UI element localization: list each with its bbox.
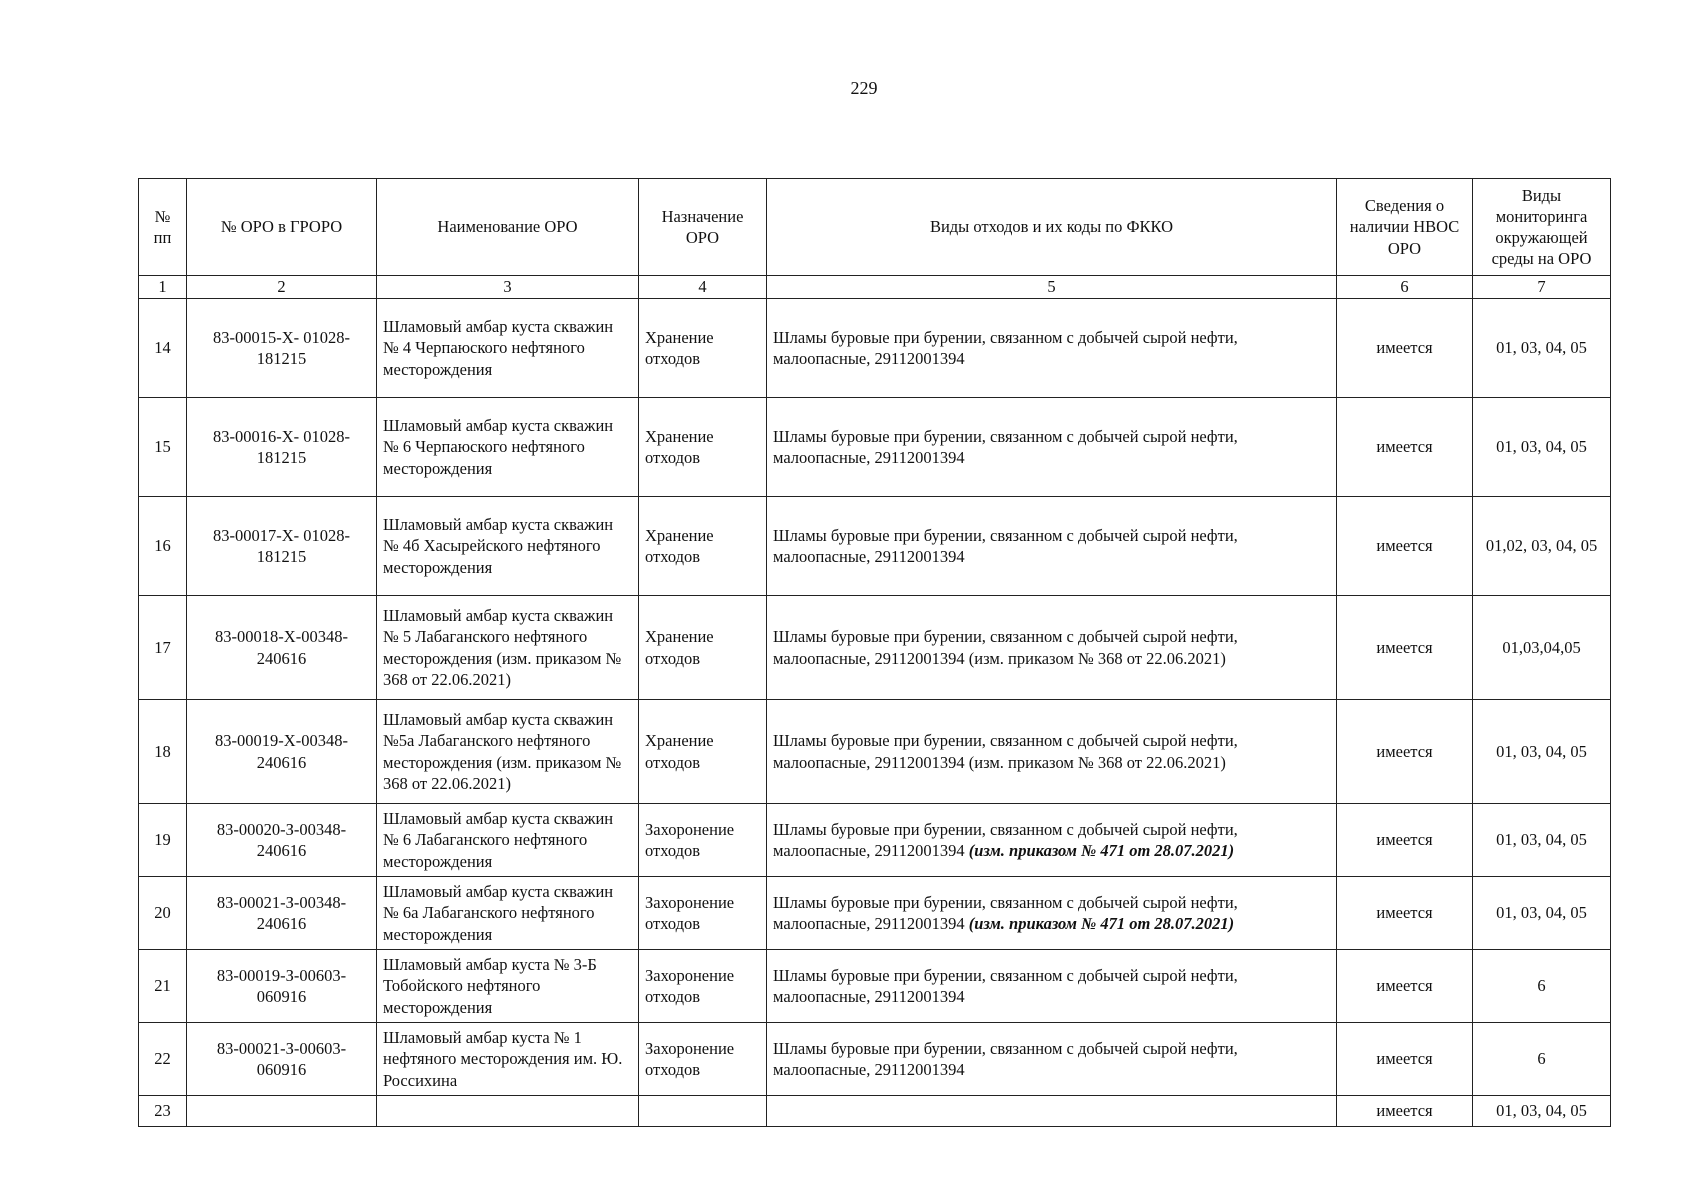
oro-name: Шламовый амбар куста № 1 нефтяного месторождения им. Ю. Россихина [377, 1023, 639, 1096]
row-number: 15 [139, 398, 187, 497]
nvos-status: имеется [1337, 700, 1473, 804]
monitoring-types: 01, 03, 04, 05 [1473, 804, 1611, 877]
oro-code: 83-00021-З-00348-240616 [187, 877, 377, 950]
column-number: 1 [139, 276, 187, 299]
nvos-status: имеется [1337, 877, 1473, 950]
oro-code: 83-00021-З-00603-060916 [187, 1023, 377, 1096]
header-cell: Виды отходов и их коды по ФККО [767, 179, 1337, 276]
oro-purpose: Хранение отходов [639, 596, 767, 700]
waste-text: Шламы буровые при бурении, связанном с добычей сырой нефти, малоопасные, 29112001394 (изм. приказом № 368 от 22.06.2021) [773, 731, 1238, 772]
column-number: 7 [1473, 276, 1611, 299]
oro-name: Шламовый амбар куста скважин № 6 Черпаюского нефтяного месторождения [377, 398, 639, 497]
waste-types [767, 950, 1337, 1023]
oro-purpose: Захоронение отходов [639, 877, 767, 950]
oro-name [377, 1096, 639, 1127]
oro-code [187, 1096, 377, 1127]
monitoring-types: 01, 03, 04, 05 [1473, 398, 1611, 497]
page-number: 229 [850, 78, 878, 98]
waste-types [767, 497, 1337, 596]
waste-text: Шламы буровые при бурении, связанном с добычей сырой нефти, малоопасные, 29112001394 [773, 1038, 1238, 1079]
waste-text: Шламы буровые при бурении, связанном с добычей сырой нефти, малоопасные, 29112001394 [773, 965, 1238, 1006]
row-number: 23 [139, 1096, 187, 1127]
column-number-row [139, 276, 1611, 299]
waste-types [767, 596, 1337, 700]
monitoring-types: 01, 03, 04, 05 [1473, 877, 1611, 950]
waste-text: Шламы буровые при бурении, связанном с добычей сырой нефти, малоопасные, 29112001394 [773, 819, 1238, 860]
oro-purpose: Захоронение отходов [639, 1023, 767, 1096]
waste-text: Шламы буровые при бурении, связанном с добычей сырой нефти, малоопасные, 29112001394 [773, 892, 1238, 933]
oro-purpose: Хранение отходов [639, 497, 767, 596]
oro-code: 83-00017-Х- 01028-181215 [187, 497, 377, 596]
oro-code: 83-00019-Х-00348-240616 [187, 700, 377, 804]
waste-types [767, 398, 1337, 497]
oro-code: 83-00016-Х- 01028-181215 [187, 398, 377, 497]
row-number: 18 [139, 700, 187, 804]
column-number: 2 [187, 276, 377, 299]
table-row [139, 1023, 1611, 1096]
row-number: 20 [139, 877, 187, 950]
oro-purpose [639, 1096, 767, 1127]
nvos-status: имеется [1337, 596, 1473, 700]
table-row [139, 877, 1611, 950]
table-row [139, 804, 1611, 877]
waste-types [767, 1023, 1337, 1096]
header-cell: № пп [139, 179, 187, 276]
waste-types [767, 1096, 1337, 1127]
oro-purpose: Хранение отходов [639, 299, 767, 398]
oro-purpose: Захоронение отходов [639, 804, 767, 877]
row-number: 16 [139, 497, 187, 596]
monitoring-types: 6 [1473, 1023, 1611, 1096]
monitoring-types: 6 [1473, 950, 1611, 1023]
header-cell: Наименование ОРО [377, 179, 639, 276]
header-cell: Назначение ОРО [639, 179, 767, 276]
nvos-status: имеется [1337, 299, 1473, 398]
waste-types [767, 700, 1337, 804]
column-number: 6 [1337, 276, 1473, 299]
oro-name: Шламовый амбар куста скважин № 6 Лабаганского нефтяного месторождения [377, 804, 639, 877]
row-number: 17 [139, 596, 187, 700]
oro-name: Шламовый амбар куста скважин № 4б Хасырейского нефтяного месторождения [377, 497, 639, 596]
table-row [139, 497, 1611, 596]
waste-types [767, 299, 1337, 398]
monitoring-types: 01, 03, 04, 05 [1473, 299, 1611, 398]
oro-purpose: Захоронение отходов [639, 950, 767, 1023]
monitoring-types: 01,03,04,05 [1473, 596, 1611, 700]
table-row [139, 950, 1611, 1023]
column-number: 4 [639, 276, 767, 299]
table-row [139, 299, 1611, 398]
amendment-note: (изм. приказом № 471 от 28.07.2021) [968, 841, 1235, 860]
monitoring-types: 01, 03, 04, 05 [1473, 1096, 1611, 1127]
oro-code: 83-00020-З-00348-240616 [187, 804, 377, 877]
row-number: 22 [139, 1023, 187, 1096]
column-number: 3 [377, 276, 639, 299]
oro-code: 83-00015-Х- 01028-181215 [187, 299, 377, 398]
oro-code: 83-00019-З-00603-060916 [187, 950, 377, 1023]
waste-text: Шламы буровые при бурении, связанном с добычей сырой нефти, малоопасные, 29112001394 [773, 426, 1238, 467]
row-number: 21 [139, 950, 187, 1023]
oro-code: 83-00018-Х-00348-240616 [187, 596, 377, 700]
row-number: 19 [139, 804, 187, 877]
oro-name: Шламовый амбар куста скважин № 5 Лабаганского нефтяного месторождения (изм. приказом № 368 от 22.06.2021) [377, 596, 639, 700]
nvos-status: имеется [1337, 804, 1473, 877]
waste-text: Шламы буровые при бурении, связанном с добычей сырой нефти, малоопасные, 29112001394 [773, 327, 1238, 368]
oro-name: Шламовый амбар куста скважин № 4 Черпаюского нефтяного месторождения [377, 299, 639, 398]
waste-text: Шламы буровые при бурении, связанном с добычей сырой нефти, малоопасные, 29112001394 [773, 525, 1238, 566]
table-row [139, 596, 1611, 700]
nvos-status: имеется [1337, 1023, 1473, 1096]
column-number: 5 [767, 276, 1337, 299]
nvos-status: имеется [1337, 497, 1473, 596]
row-number: 14 [139, 299, 187, 398]
waste-types [767, 804, 1337, 877]
oro-purpose: Хранение отходов [639, 700, 767, 804]
amendment-note: (изм. приказом № 471 от 28.07.2021) [968, 914, 1235, 933]
table-header-row [139, 179, 1611, 276]
nvos-status: имеется [1337, 398, 1473, 497]
oro-purpose: Хранение отходов [639, 398, 767, 497]
oro-name: Шламовый амбар куста скважин № 6а Лабаганского нефтяного месторождения [377, 877, 639, 950]
oro-name: Шламовый амбар куста № 3-Б Тобойского нефтяного месторождения [377, 950, 639, 1023]
header-cell: № ОРО в ГРОРО [187, 179, 377, 276]
nvos-status: имеется [1337, 950, 1473, 1023]
table-row [139, 398, 1611, 497]
oro-registry-table [138, 178, 1611, 1127]
monitoring-types: 01,02, 03, 04, 05 [1473, 497, 1611, 596]
waste-text: Шламы буровые при бурении, связанном с добычей сырой нефти, малоопасные, 29112001394 (изм. приказом № 368 от 22.06.2021) [773, 627, 1238, 668]
table-row [139, 1096, 1611, 1127]
nvos-status: имеется [1337, 1096, 1473, 1127]
monitoring-types: 01, 03, 04, 05 [1473, 700, 1611, 804]
oro-name: Шламовый амбар куста скважин №5а Лабаганского нефтяного месторождения (изм. приказом № 368 от 22.06.2021) [377, 700, 639, 804]
header-cell: Сведения о наличии НВОС ОРО [1337, 179, 1473, 276]
waste-types [767, 877, 1337, 950]
header-cell: Виды мониторинга окружающей среды на ОРО [1473, 179, 1611, 276]
table-row [139, 700, 1611, 804]
